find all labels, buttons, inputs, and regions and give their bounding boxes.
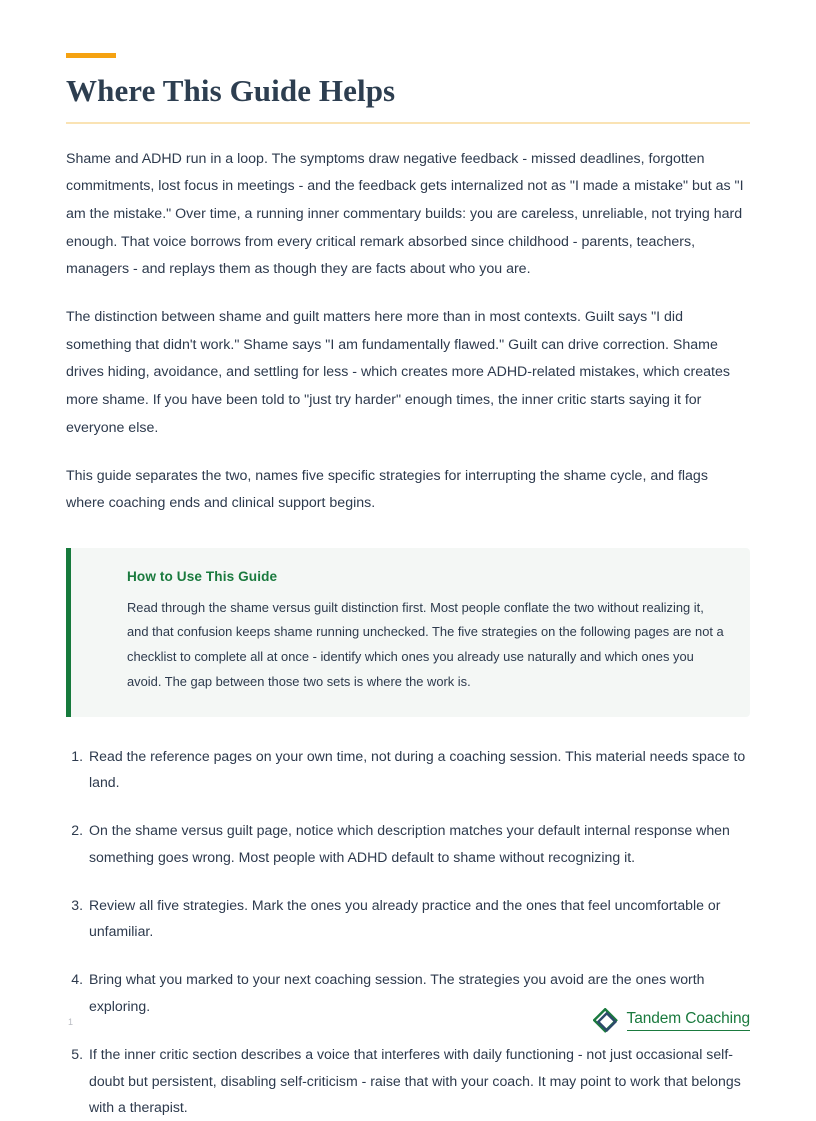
intro-paragraph-2: The distinction between shame and guilt matters here more than in most contexts. Guilt says "I did something that didn't work." Shame says "I am fundamentally flawed." Guilt can drive correction. Shame drives hiding, avoidance, and settling for less - which creates more ADHD-related mistakes, which creates more shame. If you have been told to "just try harder" enough times, the inner critic starts saying it for everyone else. — [66, 309, 730, 436]
list-item: Bring what you marked to your next coaching session. The strategies you avoid are the ones worth exploring. — [89, 971, 705, 1014]
callout-heading: How to Use This Guide — [127, 568, 278, 584]
list-item: If the inner critic section describes a voice that interferes with daily functioning - not just occasional self-doubt but persistent, disabling self-criticism - raise that with your coach. It may point to work that belongs with a therapist. — [89, 1045, 741, 1116]
how-to-use-callout — [66, 548, 750, 717]
intro-paragraph-1: Shame and ADHD run in a loop. The symptoms draw negative feedback - missed deadlines, forgotten commitments, lost focus in meetings - and the feedback gets internalized not as "I made a mistake" but as "I am the mistake." Over time, a running inner commentary builds: you are careless, unreliable, not trying hard enough. That voice borrows from every critical remark absorbed since childhood - parents, teachers, managers - and replays them as though they are facts about who you are. — [66, 150, 744, 278]
callout-body-text: Read through the shame versus guilt distinction first. Most people conflate the two without realizing it, and that confusion keeps shame running unchecked. The five strategies on the following pages are not a checklist to complete all at once - identify which ones you already use naturally and which ones you avoid. The gap between those two sets is where the work is. — [127, 599, 724, 689]
page-footer — [66, 1004, 750, 1036]
page-title: Where This Guide Helps — [66, 73, 396, 108]
list-item: Review all five strategies. Mark the ones you already practice and the ones that feel uncomfortable or unfamiliar. — [89, 896, 721, 940]
intro-paragraph-3: This guide separates the two, names five specific strategies for interrupting the shame cycle, and flags where coaching ends and clinical support begins. — [66, 467, 708, 512]
tandem-diamond-logo-icon — [593, 1008, 619, 1034]
list-item: Read the reference pages on your own time, not during a coaching session. This material needs space to land. — [89, 747, 746, 791]
brand-wordmark: Tandem Coaching — [627, 1011, 750, 1031]
list-item: On the shame versus guilt page, notice which description matches your default internal response when something goes wrong. Most people with ADHD default to shame without recognizing it. — [89, 822, 730, 865]
brand-logo — [593, 1008, 750, 1034]
page-content — [66, 0, 750, 1121]
page-number: 1 — [68, 1017, 74, 1027]
how-to-use-steps-list — [66, 717, 750, 1121]
